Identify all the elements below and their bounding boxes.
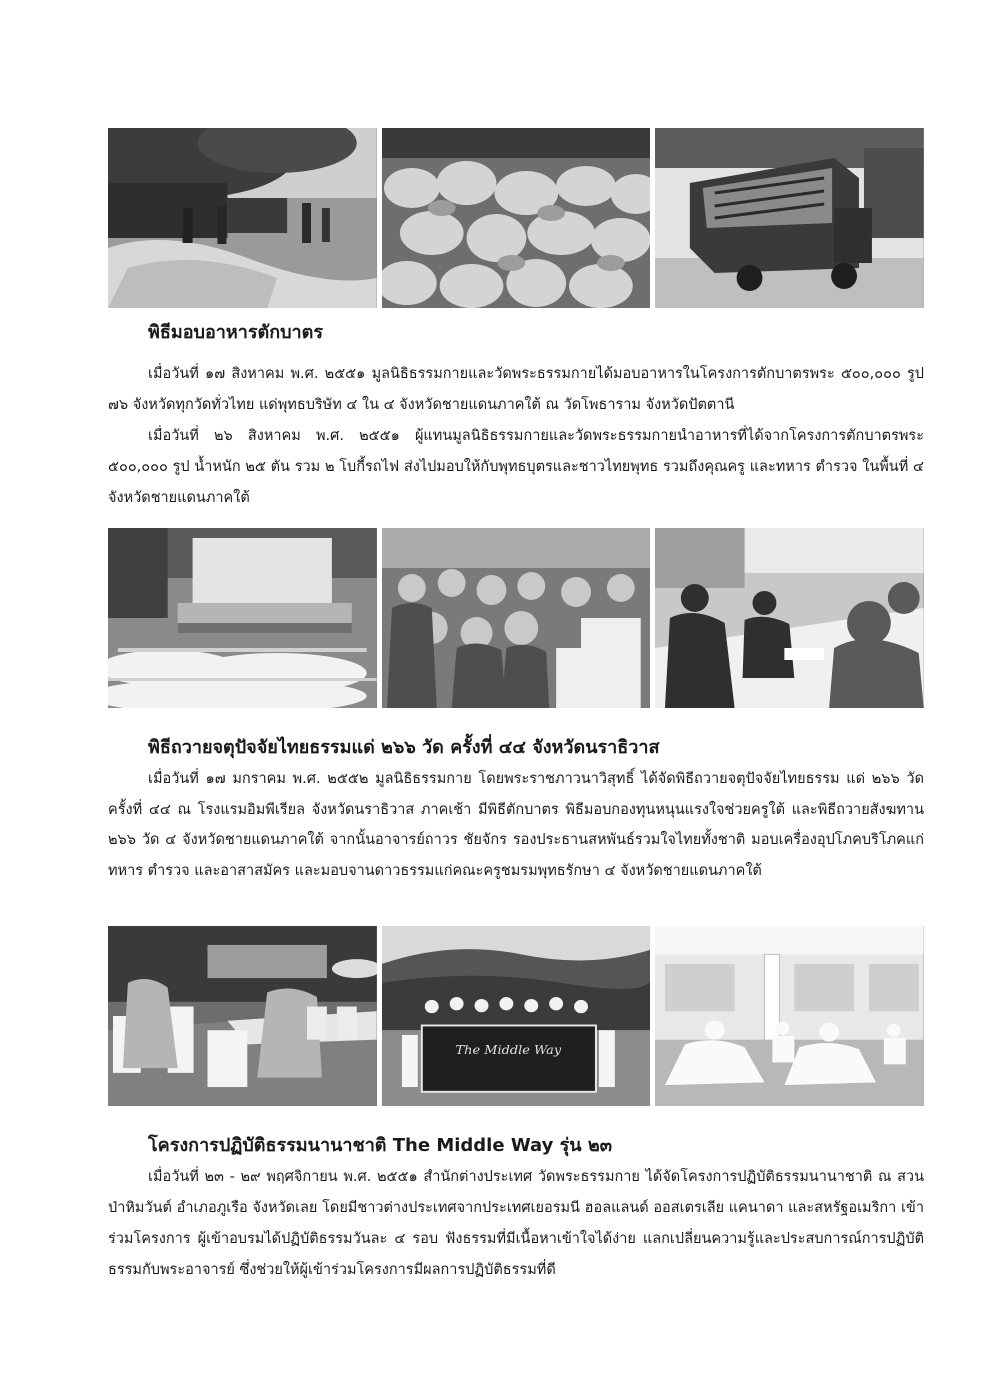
paragraph: เมื่อวันที่ ๑๗ สิงหาคม พ.ศ. ๒๕๕๑ มูลนิธิธรรมกายและวัดพระธรรมกายได้มอบอาหารในโครงการตักบาตรพระ ๕๐๐,๐๐๐ รูป ๗๖ จังหวัดทุกวัดทั่วไทย แด่พุทธบริษัท ๔ ใน ๔ จังหวัดชายแดนภาคใต้ ณ วัดโพธาราม จังหวัดปัตตานี [108,366,924,413]
photo-group-banner [382,926,651,1106]
section-heading-1: พิธีมอบอาหารตักบาตร [148,322,323,343]
photo-monks-alms [382,528,651,708]
paragraph: เมื่อวันที่ ๒๖ สิงหาคม พ.ศ. ๒๕๕๑ ผู้แทนมูลนิธิธรรมกายและวัดพระธรรมกายนำอาหารที่ได้จากโครงการตักบาตรพระ ๕๐๐,๐๐๐ รูป น้ำหนัก ๒๕ ตัน รวม ๒ โบกี้รถไฟ ส่งไปมอบให้กับพุทธบุตรและชาวไทยพุทธ รวมถึงคุณครู และทหาร ตำรวจ ในพื้นที่ ๔ จังหวัดชายแดนภาคใต้ [108,428,924,506]
photo-soldiers-unloading [108,128,377,308]
section-heading-2: พิธีถวายจตุปัจจัยไทยธรรมแด่ ๒๖๖ วัด ครั้งที่ ๔๔ จังหวัดนราธิวาส [148,737,660,758]
section-body-1 [108,359,924,514]
photo-indoor-meditation [655,926,924,1106]
photo-ceremony-stage [108,528,377,708]
photo-row-2 [108,528,924,708]
paragraph: เมื่อวันที่ ๒๓ - ๒๙ พฤศจิกายน พ.ศ. ๒๕๕๑ สำนักต่างประเทศ วัดพระธรรมกาย ได้จัดโครงการปฏิบัติธรรมนานาชาติ ณ สวนป่าหิมวันต์ อำเภอภูเรือ จังหวัดเลย โดยมีชาวต่างประเทศจากประเทศเยอรมนี ฮอลแลนด์ ออสเตรเลีย แคนาดา และสหรัฐอเมริกา เข้าร่วมโครงการ ผู้เข้าอบรมได้ปฏิบัติธรรมวันละ ๔ รอบ ฟังธรรมที่มีเนื้อหาเข้าใจได้ง่าย แลกเปลี่ยนความรู้และประสบการณ์การปฏิบัติธรรมกับพระอาจารย์ ซึ่งช่วยให้ผู้เข้าร่วมโครงการมีผลการปฏิบัติธรรมที่ดี [108,1169,924,1278]
photo-monks-receiving [655,528,924,708]
photo-row-1 [108,128,924,308]
photo-banner-truck [655,128,924,308]
photo-row-3 [108,926,924,1106]
photo-outdoor-meditation [108,926,377,1106]
photo-food-bags [382,128,651,308]
section-body-3 [108,1162,924,1286]
banner-text: The Middle Way [455,1042,561,1057]
section-heading-3: โครงการปฏิบัติธรรมนานาชาติ The Middle Way รุ่น ๒๓ [148,1135,613,1156]
section-body-2 [108,764,924,886]
paragraph: เมื่อวันที่ ๑๗ มกราคม พ.ศ. ๒๕๕๒ มูลนิธิธรรมกาย โดยพระราชภาวนาวิสุทธิ์ ได้จัดพิธีถวายจตุปัจจัยไทยธรรม แด่ ๒๖๖ วัด ครั้งที่ ๔๔ ณ โรงแรมอิมพีเรียล จังหวัดนราธิวาส ภาคเช้า มีพิธีตักบาตร พิธีมอบกองทุนหนุนแรงใจช่วยครูใต้ และพิธีถวายสังฆทาน ๒๖๖ วัด ๔ จังหวัดชายแดนภาคใต้ จากนั้นอาจารย์ถาวร ชัยจักร รองประธานสหพันธ์รวมใจไทยทั้งชาติ มอบเครื่องอุปโภคบริโภคแก่ทหาร ตำรวจ และอาสาสมัคร และมอบจานดาวธรรมแก่คณะครูชมรมพุทธรักษา ๔ จังหวัดชายแดนภาคใต้ [108,771,924,879]
